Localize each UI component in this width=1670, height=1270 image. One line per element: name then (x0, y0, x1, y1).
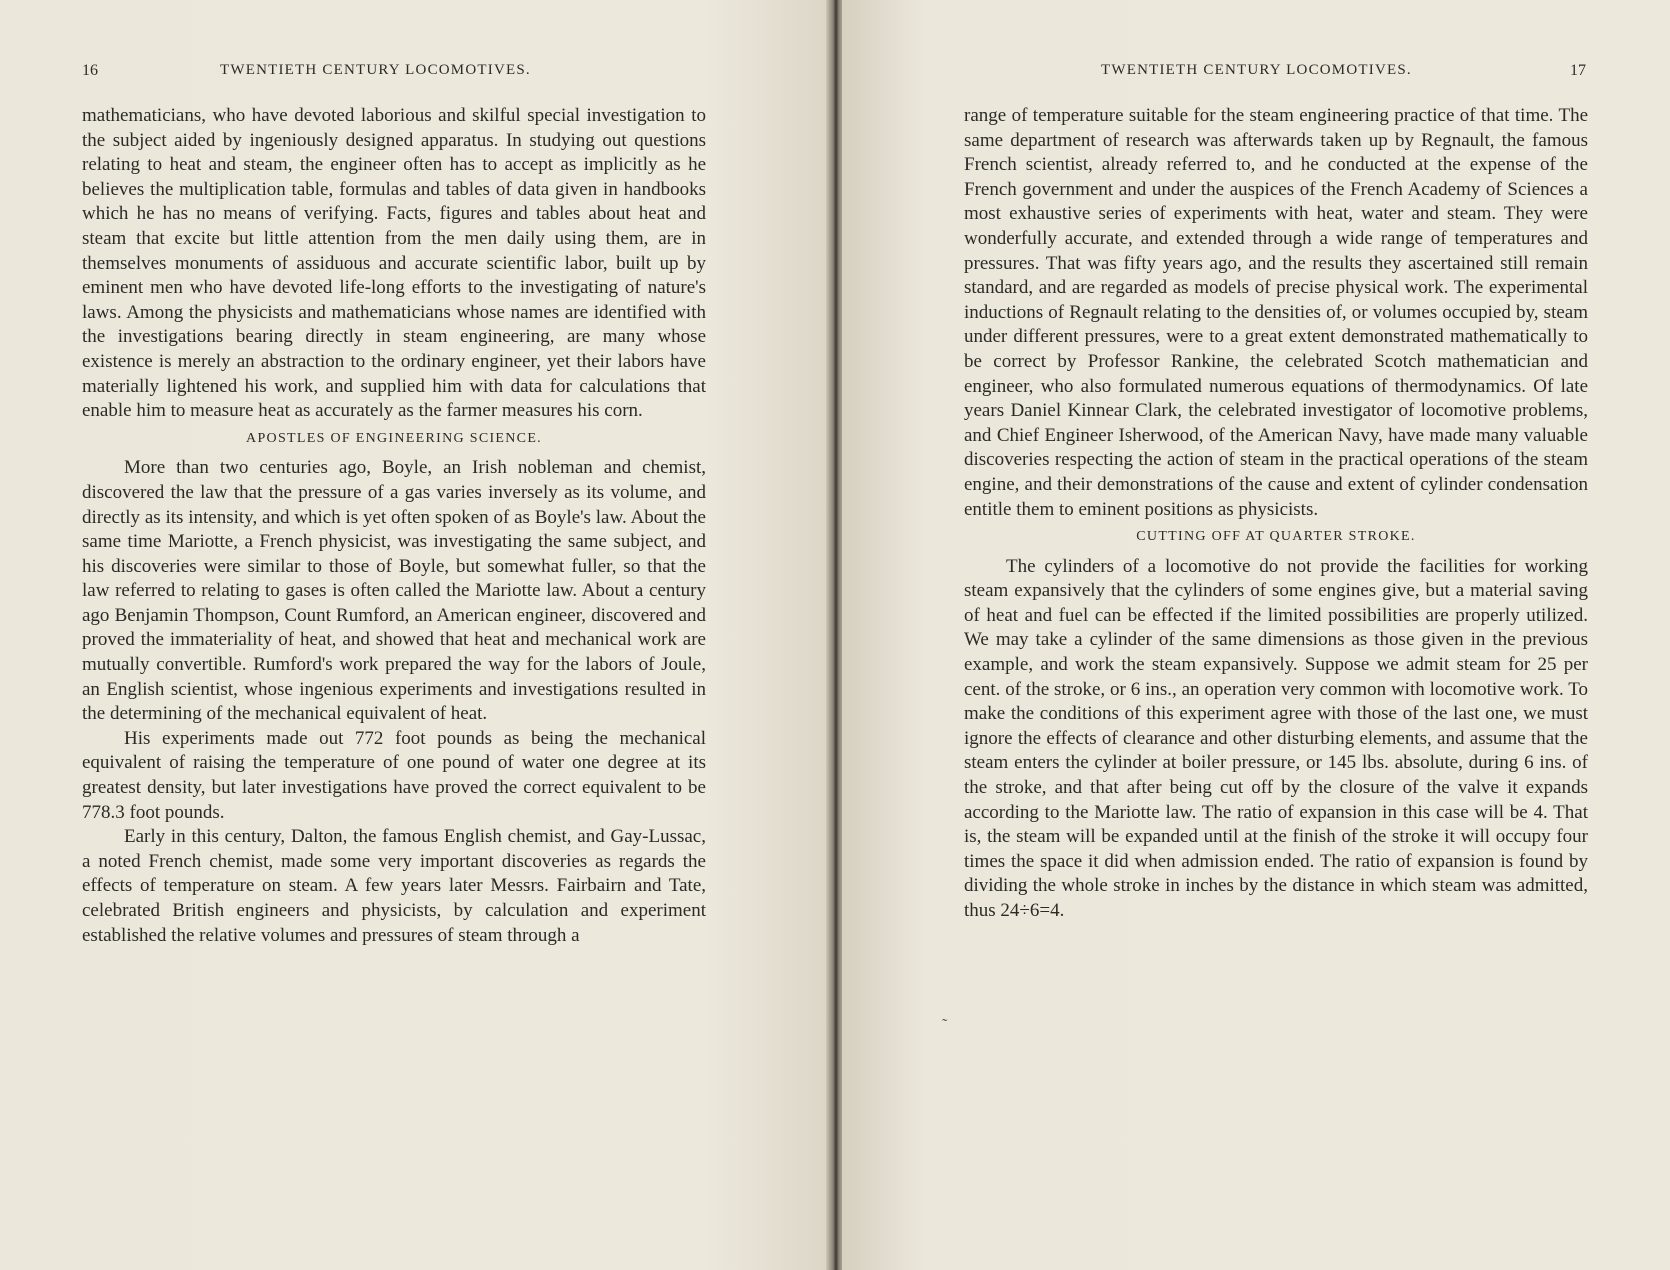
left-page (0, 0, 830, 1270)
margin-mark-icon: ˷ (942, 1005, 948, 1022)
paragraph: More than two centuries ago, Boyle, an Irish nobleman and chemist, discovered the law that the pressure of a gas varies inversely as its volume, and directly as its intensity, and which is yet often spoken of as Boyle's law. About the same time Mariotte, a French physicist, was investigating the same subject, and his discoveries were similar to those of Boyle, but somewhat fuller, so that the law referred to relating to gases is often called the Mariotte law. About a century ago Benjamin Thompson, Count Rumford, an American engineer, discovered and proved the immateriality of heat, and showed that heat and mechanical work are mutually convertible. Rumford's work prepared the way for the labors of Joule, an English scientist, whose ingenious experiments and investigations resulted in the determining of the mechanical equivalent of heat. (82, 457, 706, 725)
paragraph: The cylinders of a locomotive do not provide the facilities for working steam expansively that the cylinders of some engines give, but a material saving of heat and fuel can be effected if the limited possibilities are properly utilized. We may take a cylinder of the same dimensions as those given in the previous example, and work the steam expansively. Suppose we admit steam for 25 per cent. of the stroke, or 6 ins., an operation very common with locomotive work. To make the conditions of this experiment agree with those of the last one, we must ignore the effects of clearance and other disturbing elements, and assume that the steam enters the cylinder at boiler pressure, or 145 lbs. absolute, during 6 ins. of the stroke, and that after being cut off by the closure of the valve it expands according to the Mariotte law. The ratio of expansion in this case will be 4. That is, the steam will be expanded until at the finish of the stroke it will occupy four times the space it did when admission ended. The ratio of expansion is found by dividing the whole stroke in inches by the distance in which steam was admitted, thus 24÷6=4. (964, 555, 1588, 921)
paragraph: range of temperature suitable for the steam engineering practice of that time. The same department of research was afterwards taken up by Regnault, the famous French scientist, already referred to, and he conducted at the expense of the French government and under the auspices of the French Academy of Sciences a most exhaustive series of experiments with heat, water and steam. They were wonderfully accurate, and extended through a wide range of temperatures and pressures. That was fifty years ago, and the results they ascertained still remain standard, and are regarded as models of precise physical work. The experimental inductions of Regnault relating to the densities of, or volumes occupied by, steam under different pressures, were to a great extent demonstrated mathematically to be correct by Professor Rankine, the celebrated Scotch mathematician and engineer, who also formulated numerous equations of thermodynamics. Of late years Daniel Kinnear Clark, the celebrated investigator of locomotive problems, and Chief Engineer Isherwood, of the American Navy, have made many valuable discoveries respecting the action of steam in the practical operations of the steam engine, and their demonstrations of the cause and extent of cylinder condensation entitle them to eminent positions as physicists. (964, 105, 1588, 520)
paragraph: mathematicians, who have devoted laborious and skilful special investigation to the subject aided by ingeniously designed apparatus. In studying out questions relating to heat and steam, the engineer often has to accept as implicitly as he believes the multiplication table, formulas and tables of data given in handbooks which he has no means of verifying. Facts, figures and tables about heat and steam that excite but little attention from the men daily using them, are in themselves monuments of assiduous and accurate scientific labor, built up by eminent men who have devoted life-long efforts to the investigating of nature's laws. Among the physicists and mathematicians whose names are identified with the investigations bearing directly in steam engineering, are many whose existence is merely an abstraction to the ordinary engineer, yet their labors have materially lightened his work, and supplied him with data for calculations that enable him to measure heat as accurately as the farmer measures his corn. (82, 105, 706, 422)
running-head: TWENTIETH CENTURY LOCOMOTIVES. (220, 62, 531, 78)
paragraph: Early in this century, Dalton, the famous English chemist, and Gay-Lussac, a noted French chemist, made some very important discoveries as regards the effects of temperature on steam. A few years later Messrs. Fairbairn and Tate, celebrated British engineers and physicists, by calculation and experiment established the relative volumes and pressures of steam through a (82, 826, 706, 946)
page-number: 16 (82, 62, 98, 79)
page-number: 17 (1570, 62, 1586, 79)
right-page (842, 0, 1670, 1270)
page-body (964, 104, 1588, 924)
section-heading: CUTTING OFF AT QUARTER STROKE. (1136, 529, 1416, 545)
section-heading: APOSTLES OF ENGINEERING SCIENCE. (246, 430, 542, 446)
page-body (82, 104, 706, 948)
paragraph: His experiments made out 772 foot pounds as being the mechanical equivalent of raising the temperature of one pound of water one degree at its greatest density, but later investigations have proved the correct equivalent to be 778.3 foot pounds. (82, 727, 706, 823)
running-head: TWENTIETH CENTURY LOCOMOTIVES. (1101, 62, 1412, 78)
